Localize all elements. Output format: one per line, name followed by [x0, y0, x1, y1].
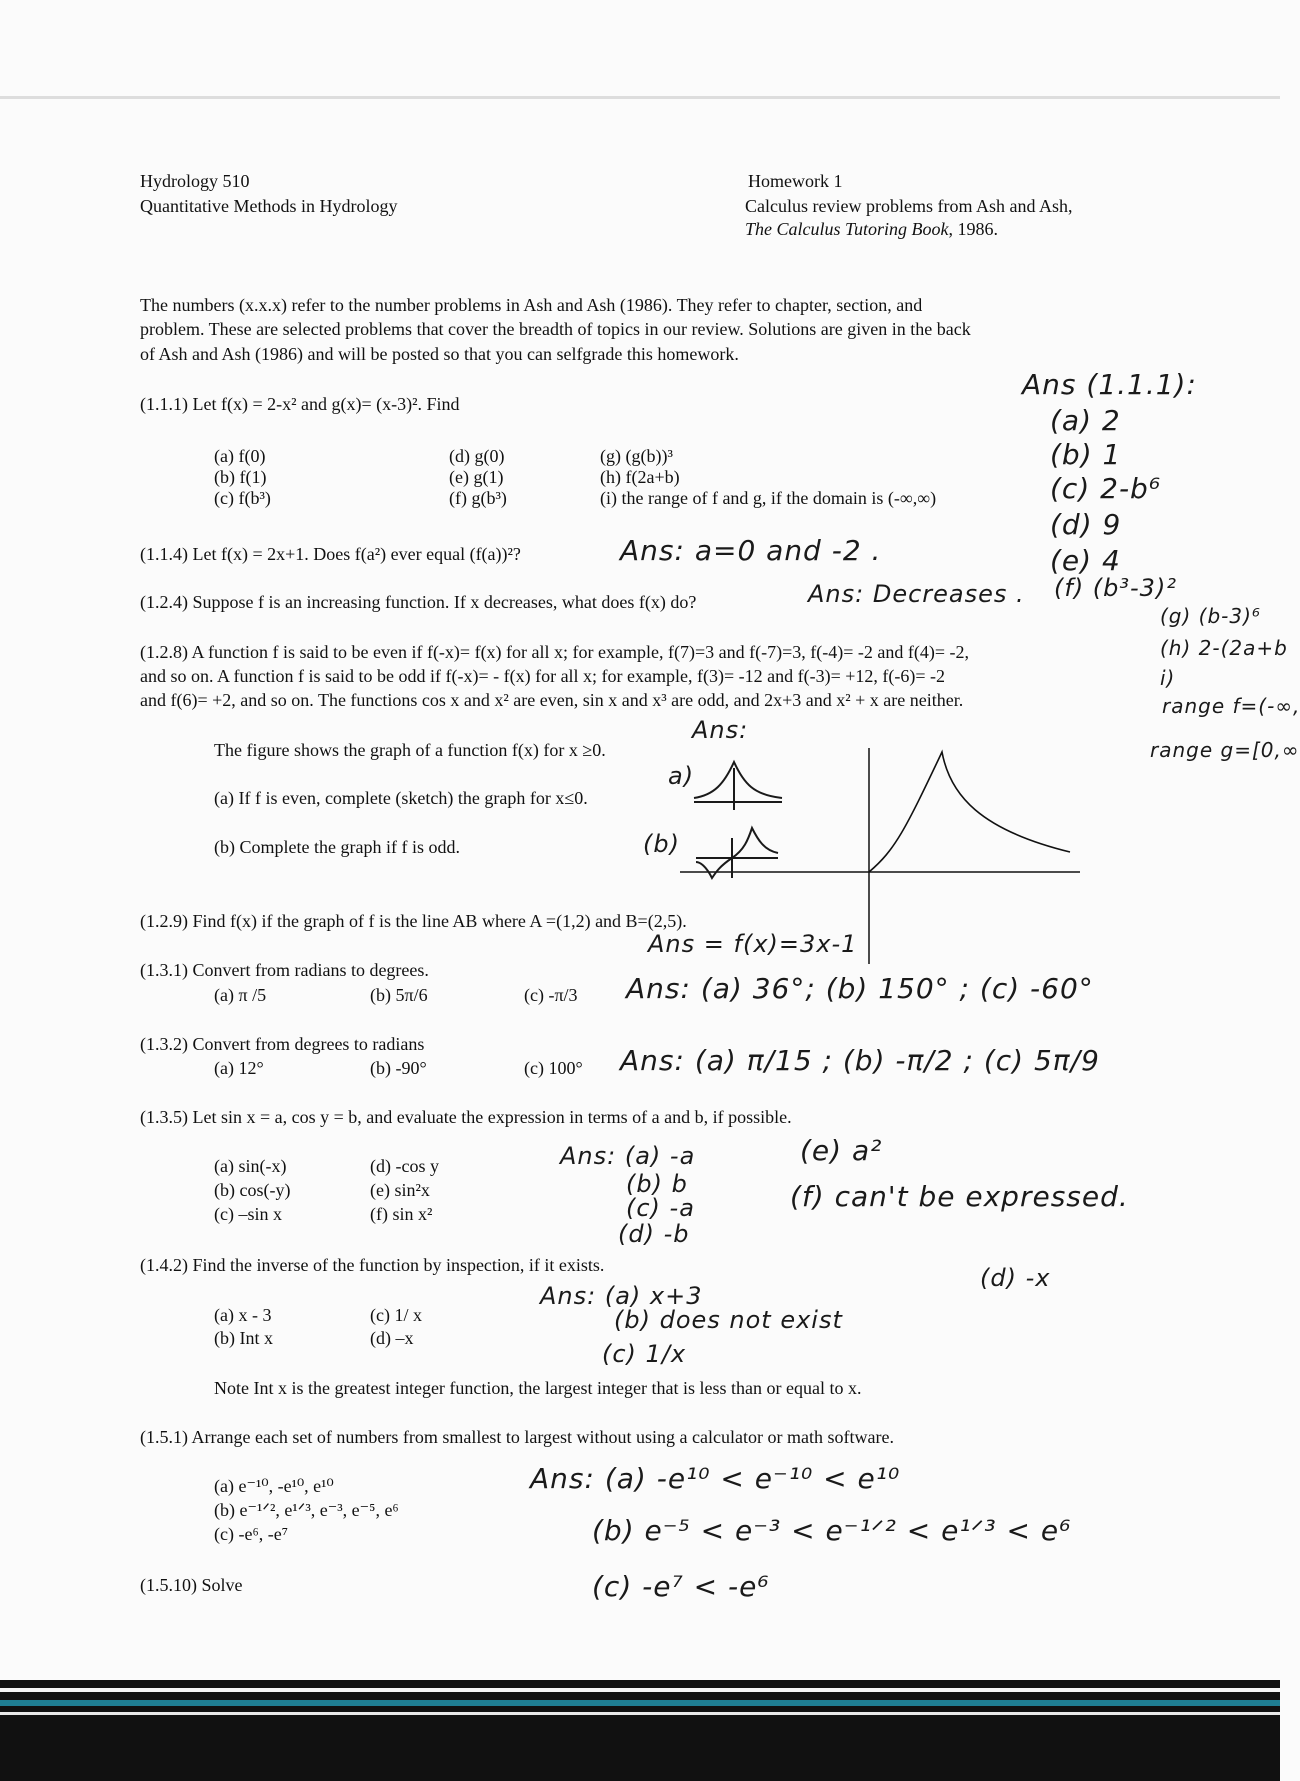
intro-line-3: of Ash and Ash (1986) and will be posted so that you can selfgrade this homework.	[140, 344, 739, 364]
ans-1-1-1-e: (e) 4	[1050, 544, 1121, 577]
p111-g: (g) (g(b))³	[600, 446, 673, 466]
p111-b: (b) f(1)	[214, 467, 267, 487]
ans-1-1-1-g: (g) (b-3)⁶	[1160, 604, 1261, 628]
p111-a: (a) f(0)	[214, 446, 266, 466]
problem-1-2-8-line-3: and f(6)= +2, and so on. The functions cos x and x² are even, sin x and x³ are odd, and 2x+3 and x² + x are neither.	[140, 690, 964, 710]
p111-e: (e) g(1)	[449, 467, 504, 487]
problem-1-1-4: (1.1.4) Let f(x) = 2x+1. Does f(a²) ever equal (f(a))²?	[140, 544, 521, 564]
ans-1-1-1-f: (f) (b³-3)²	[1054, 574, 1177, 602]
p142-c: (c) 1/ x	[370, 1305, 422, 1325]
homework-subtitle: Calculus review problems from Ash and Ash,	[745, 196, 1073, 216]
p135-d: (d) -cos y	[370, 1156, 439, 1176]
p111-f: (f) g(b³)	[449, 488, 507, 508]
p151-c: (c) -e⁶, -e⁷	[214, 1524, 288, 1544]
ans-1-1-1-title: Ans (1.1.1):	[1022, 368, 1197, 401]
problem-1-2-4: (1.2.4) Suppose f is an increasing function. If x decreases, what does f(x) do?	[140, 592, 697, 612]
ans-1-3-5-a: Ans: (a) -a	[560, 1142, 696, 1170]
scan-top-edge	[0, 96, 1280, 99]
scan-bottom-band	[0, 1680, 1280, 1781]
p142-a: (a) x - 3	[214, 1305, 272, 1325]
problem-1-3-1-stem: (1.3.1) Convert from radians to degrees.	[140, 960, 429, 980]
p142-b: (b) Int x	[214, 1328, 273, 1348]
homework-title: Homework 1	[748, 171, 843, 191]
ans-1-1-1-h: (h) 2-(2a+b	[1160, 636, 1288, 660]
problem-1-3-5-stem: (1.3.5) Let sin x = a, cos y = b, and evaluate the expression in terms of a and b, if possible.	[140, 1107, 792, 1127]
problem-1-3-2-stem: (1.3.2) Convert from degrees to radians	[140, 1034, 425, 1054]
p151-b: (b) e⁻¹ᐟ², e¹ᐟ³, e⁻³, e⁻⁵, e⁶	[214, 1500, 399, 1520]
problem-1-5-1-stem: (1.5.1) Arrange each set of numbers from smallest to largest without using a calculator or math software.	[140, 1427, 894, 1447]
ans-1-2-9: Ans = f(x)=3x-1	[648, 930, 858, 958]
ans-1-1-1-b: (b) 1	[1050, 438, 1122, 471]
p135-e: (e) sin²x	[370, 1180, 430, 1200]
ans-1-1-1-c: (c) 2-b⁶	[1050, 472, 1162, 505]
p111-c: (c) f(b³)	[214, 488, 271, 508]
ans-1-1-1-d: (d) 9	[1050, 508, 1122, 541]
p151-a: (a) e⁻¹⁰, -e¹⁰, e¹⁰	[214, 1476, 334, 1496]
course-title: Quantitative Methods in Hydrology	[140, 196, 398, 216]
scan-bottom-line-2	[0, 1712, 1280, 1715]
problem-1-2-9: (1.2.9) Find f(x) if the graph of f is the line AB where A =(1,2) and B=(2,5).	[140, 911, 687, 931]
ans-1-5-1-c: (c) -e⁷ < -e⁶	[592, 1570, 770, 1603]
p131-a: (a) π /5	[214, 985, 267, 1005]
p142-note: Note Int x is the greatest integer function, the largest integer that is less than or equal to x.	[214, 1378, 862, 1398]
ans-1-3-5-f: (f) can't be expressed.	[790, 1180, 1129, 1213]
problem-1-1-1-stem: (1.1.1) Let f(x) = 2-x² and g(x)= (x-3)². Find	[140, 394, 460, 414]
problem-1-5-10: (1.5.10) Solve	[140, 1575, 243, 1595]
ans-1-4-2-b: (b) does not exist	[614, 1306, 843, 1334]
p111-i: (i) the range of f and g, if the domain is (-∞,∞)	[600, 488, 937, 508]
scan-bottom-teal-line	[0, 1700, 1280, 1706]
problem-1-2-8-line-1: (1.2.8) A function f is said to be even if f(-x)= f(x) for all x; for example, f(7)=3 and f(-7)=3, f(-4)= -2 and f(4)= -2,	[140, 642, 969, 662]
problem-1-4-2-stem: (1.4.2) Find the inverse of the function by inspection, if it exists.	[140, 1255, 605, 1275]
ans-1-3-5-d: (d) -b	[618, 1220, 690, 1248]
intro-line-2: problem. These are selected problems that cover the breadth of topics in our review. Solutions are given in the back	[140, 319, 971, 339]
intro-line-1: The numbers (x.x.x) refer to the number problems in Ash and Ash (1986). They refer to chapter, section, and	[140, 295, 923, 315]
p135-c: (c) –sin x	[214, 1204, 282, 1224]
p135-f: (f) sin x²	[370, 1204, 433, 1224]
ans-1-4-2-a: Ans: (a) x+3	[540, 1282, 703, 1310]
homework-book: The Calculus Tutoring Book, 1986.	[745, 219, 999, 239]
ans-1-2-4: Ans: Decreases .	[808, 580, 1025, 608]
ans-1-1-1-range-f: range f=(-∞,	[1162, 694, 1300, 718]
ans-1-1-1-i: i)	[1160, 666, 1176, 690]
problem-1-2-8-figure-text: The figure shows the graph of a function f(x) for x ≥0.	[214, 740, 606, 760]
p135-b: (b) cos(-y)	[214, 1180, 291, 1200]
ans-1-3-5-b: (b) b	[626, 1170, 688, 1198]
p131-c: (c) -π/3	[524, 985, 578, 1005]
ans-1-2-8-a: a)	[668, 762, 695, 790]
ans-1-3-1: Ans: (a) 36°; (b) 150° ; (c) -60°	[626, 972, 1094, 1005]
problem-1-2-8-b: (b) Complete the graph if f is odd.	[214, 837, 460, 857]
p135-a: (a) sin(-x)	[214, 1156, 287, 1176]
ans-1-2-8: Ans:	[692, 716, 749, 744]
p131-b: (b) 5π/6	[370, 985, 428, 1005]
course-code: Hydrology 510	[140, 171, 250, 191]
ans-1-5-1-a: Ans: (a) -e¹⁰ < e⁻¹⁰ < e¹⁰	[530, 1462, 901, 1495]
p111-d: (d) g(0)	[449, 446, 505, 466]
ans-1-4-2-c: (c) 1/x	[602, 1340, 687, 1368]
ans-1-2-8-b: (b)	[643, 830, 680, 858]
ans-1-3-5-e: (e) a²	[800, 1134, 883, 1167]
ans-1-3-5-c: (c) -a	[626, 1194, 695, 1222]
p132-c: (c) 100°	[524, 1058, 583, 1078]
problem-1-2-8-a: (a) If f is even, complete (sketch) the graph for x≤0.	[214, 788, 588, 808]
ans-1-1-4: Ans: a=0 and -2 .	[620, 534, 882, 567]
ans-1-1-1-a: (a) 2	[1050, 404, 1121, 437]
problem-1-2-8-line-2: and so on. A function f is said to be odd if f(-x)= - f(x) for all x; for example, f(3)= -12 and f(-3)= +12, f(-6)= -2	[140, 666, 946, 686]
handwritten-sketches	[686, 740, 836, 880]
ans-1-1-1-range-g: range g=[0,∞	[1150, 738, 1300, 762]
ans-1-3-2: Ans: (a) π/15 ; (b) -π/2 ; (c) 5π/9	[620, 1044, 1100, 1077]
p132-a: (a) 12°	[214, 1058, 264, 1078]
ans-1-4-2-d: (d) -x	[980, 1264, 1051, 1292]
p142-d: (d) –x	[370, 1328, 414, 1348]
p132-b: (b) -90°	[370, 1058, 427, 1078]
p111-h: (h) f(2a+b)	[600, 467, 680, 487]
scan-bottom-line	[0, 1688, 1280, 1692]
ans-1-5-1-b: (b) e⁻⁵ < e⁻³ < e⁻¹ᐟ² < e¹ᐟ³ < e⁶	[592, 1514, 1072, 1547]
